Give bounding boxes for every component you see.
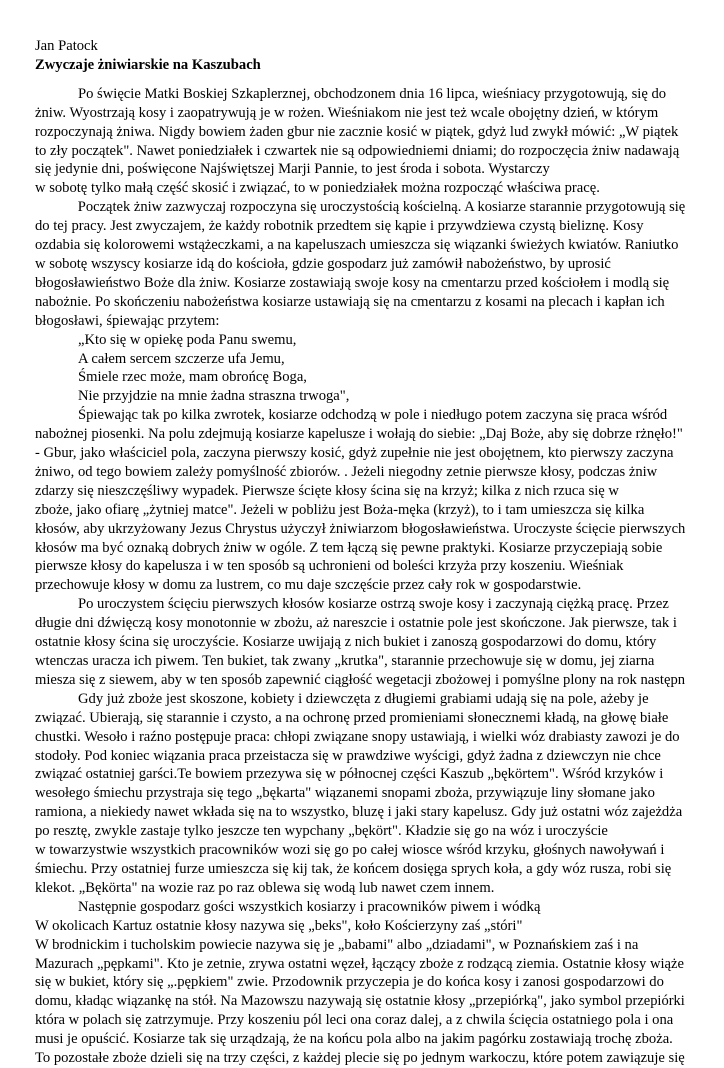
text-line: kłosów, aby ukrzyżowany Jezus Chrystus użyczył żniwiarzom błogosławieństwa. Uroczyste ścięcie pierwszych — [35, 520, 686, 537]
text-line: Następnie gospodarz gości wszystkich kosiarzy i pracowników piwem i wódką — [78, 898, 541, 915]
text-line: - Gbur, jako właściciel pola, zaczyna pierwszy kosić, gdyż zupełnie nie jest obojętnem, kto pierwszy zaczyna — [35, 445, 674, 462]
text-line: Początek żniw zazwyczaj rozpoczyna się uroczystością kościelną. A kosiarze starannie przygotowują się — [77, 199, 686, 216]
paragraph — [35, 595, 685, 690]
text-line: ramiona, a niekiedy nawet wkłada się na to wszystko, bluzę i jaki stary kapelusz. Gdy już ostatni wóz zajeżdża — [35, 804, 683, 821]
text-line: ozdabia się kolorowemi wstążeczkami, a na kapeluszach umieszcza się wiązanki świeżych kwiatów. Raniutko — [35, 237, 679, 254]
text-line: musi je opuścić. Kosiarze tak się urządzają, że na końcu pola albo na jakim pagórku zostawiają trochę zboża. — [35, 1031, 673, 1048]
text-line: nabożnej piosenki. Na polu zdejmują kosiarze kapelusze i wołają do siebie: „Daj Boże, aby się dobrze rżnęło!" — [35, 426, 683, 443]
text-line: związać. Ubierają, się starannie i czysto, a na ochronę przed promieniami słonecznemi kładą, na głowę białe — [35, 709, 669, 726]
text-line: się w bukiet, który się „.pępkiem" zwie. Przodownik przyczepia je do końca kosy i zanosi gospodarzowi do — [35, 974, 664, 991]
text-line: po resztę, zwykle zastaje tylko jeszcze ten wypchany „bękört". Kładzie się go na wóz i uroczyście — [35, 823, 608, 840]
paragraph-list — [35, 85, 685, 1068]
text-line: nabożnie. Po skończeniu nabożeństwa kosiarze ustawiają się na cmentarzu z kosami na plecach i kapłan ich — [35, 293, 665, 310]
text-line: długie dni dźwięczą kosy monotonnie w zbożu, aż nareszcie i ostatnie pole jest skończone. Jak pierwsze, tak i — [35, 615, 677, 632]
text-line: związać ostatniej garści.Te bowiem przezywa się w północnej części Kaszub „bękörtem". Wśród krzyków i — [35, 766, 664, 783]
paragraph — [35, 85, 685, 198]
text-line: to zły początek". Nawet poniedziałek i czwartek nie są odpowiedniemi dniami; do rozpoczęcia żniw nadawają — [35, 142, 680, 159]
text-line: chustki. Wesoło i raźno postępuje praca: chłopi związane snopy ustawiają, i wielki wóz drabiasty zawozi je do — [35, 728, 680, 745]
text-line: żniwo, od tego bowiem zależy pomyślność zbiorów. . Jeżeli niegodny zetnie pierwsze kłosy, podczas żniw — [35, 463, 658, 480]
verse-line: Nie przyjdzie na mnie żadna straszna trwoga", — [78, 388, 350, 405]
text-line: W brodnickim i tucholskim powiecie nazywa się je „babami" albo „dziadami", w Poznańskiem zaś i na — [35, 936, 639, 953]
text-line: domu, kładąc wiązankę na stół. Na Mazowszu nazywają się ostatnie kłosy „przepiórką", jako symbol przepiórki — [35, 993, 685, 1010]
verse-line: Śmiele rzec może, mam obrońcę Boga, — [78, 369, 307, 386]
text-line: W okolicach Kartuz ostatnie kłosy nazywa się „beks", koło Kościerzyny zaś „stóri" — [35, 917, 523, 934]
text-line: śmiechu. Przy ostatniej furze umieszcza się kij tak, że końcem dosięga sprych koła, a gdy wóz rusza, robi się — [35, 860, 672, 877]
text-line: To pozostałe zboże dzieli się na trzy części, z każdej plecie się po jednym warkoczu, które potem zawiązuje się — [35, 1050, 685, 1067]
text-line: klekot. „Bękörta" na wozie raz po raz oblewa się wodą lub nawet czem innem. — [35, 879, 495, 896]
document-body — [35, 37, 685, 1068]
paragraph — [35, 406, 685, 595]
paragraph — [35, 690, 685, 898]
verse-line: „Kto się w opiekę poda Panu swemu, — [78, 331, 297, 348]
author-name: Jan Patock — [35, 38, 98, 54]
text-line: żniw. Wyostrzają kosy i zaopatrywują je w rożen. Wieśniakom nie jest też wcale obojętny dzień, w którym — [35, 104, 659, 121]
text-line: błogosławieństwo Boże dla żniw. Kosiarze zostawiają swoje kosy na cmentarzu przed kościołem i modlą się — [35, 274, 670, 291]
verse-line: A całem sercem szczerze ufa Jemu, — [78, 350, 285, 367]
text-line: wtenczas uracza ich piwem. Ten bukiet, tak zwany „krutka", starannie przechowuje się w domu, jej ziarna — [35, 653, 655, 669]
text-line: przechowuje kłosy w domu za lustrem, co mu daje szczęście przez cały rok w gospodarstwie. — [35, 577, 582, 594]
verse-block — [35, 331, 685, 407]
text-line: która w polach się zatrzymuje. Przy koszeniu pól leci ona coraz dalej, a z chwila ścięcia ostatniego pola i ona — [35, 1012, 674, 1029]
text-line: zdarzy się nieszczęśliwy wypadek. Pierwsze ścięte kłosy ścina się na krzyż; kilka z nich rzuca się w — [35, 482, 619, 499]
paragraph — [35, 898, 685, 917]
document-title: Zwyczaje żniwiarskie na Kaszubach — [35, 56, 261, 73]
text-line: Mazurach „pępkami". Kto je zetnie, zrywa ostatni węzeł, łączący zboże z rodzącą ziemia. Ostatnie kłosy wiąże — [35, 955, 684, 972]
text-line: do tej pracy. Jest zwyczajem, że każdy robotnik przedtem się kąpie i przywdziewa czystą bieliznę. Kosy — [35, 218, 644, 235]
text-line: w towarzystwie wszystkich pracowników wozi się go po całej wiosce wśród krzyku, głośnych nawoływań i — [35, 842, 665, 859]
text-line: wesołego śmiechu przystraja się tego „bękarta" wiązanemi snopami zboża, przywiązuje liny słomane jako — [35, 785, 655, 802]
text-line: pierwsze kłosy do kapelusza i w ten sposób są uchronieni od boleści krzyża przy koszeniu. Wieśniak — [35, 558, 624, 575]
text-line: się jedynie dni, poświęcone Najświętszej Marji Pannie, to jest środa i sobota. Wystarczy — [35, 161, 550, 178]
paragraph — [35, 917, 685, 1068]
text-line: ostatnie kłosy ścina się uroczyście. Kosiarze uwijają z nich bukiet i zanoszą gospodarzowi do domu, który — [35, 634, 657, 651]
text-line: Po święcie Matki Boskiej Szkaplerznej, obchodzonem dnia 16 lipca, wieśniacy przygotowują, się do — [78, 85, 667, 102]
text-line: błogosławi, śpiewając przytem: — [35, 312, 220, 329]
text-line: stodoły. Pod koniec wiązania praca przeistacza się w prawdziwe wyścigi, gdyż żadna z dziewczyn nie chce — [35, 747, 661, 764]
text-line: w sobotę wszyscy kosiarze idą do kościoła, gdzie gospodarz już zamówił nabożeństwo, by uprosić — [35, 255, 611, 272]
text-line: Gdy już zboże jest skoszone, kobiety i dziewczęta z długiemi grabiami udają się na pole, ażeby je — [78, 690, 649, 707]
text-line: miesza się z siewem, aby w ten sposób zapewnić ciągłość wegetacji zbożowej i pomyślne plony na rok następn — [35, 671, 686, 688]
paragraph — [35, 198, 685, 330]
text-line: zboże, jako ofiarę „żytniej matce". Jeżeli w pobliżu jest Boża-męka (krzyż), to i tam umieszcza się kilka — [35, 501, 645, 518]
text-line: w sobotę tylko małą część skosić i związać, to w poniedziałek można rozpocząć właściwa pracę. — [35, 180, 600, 197]
text-line: Śpiewając tak po kilka zwrotek, kosiarze odchodzą w pole i niedługo potem zaczyna się praca wśród — [78, 407, 668, 424]
text-line: Po uroczystem ścięciu pierwszych kłosów kosiarze ostrzą swoje kosy i zaczynają ciężką pracę. Przez — [78, 596, 669, 613]
text-line: kłosów ma być oznaką dobrych żniw w ogóle. Z tem łączą się pewne praktyki. Kosiarze przyczepiają sobie — [35, 539, 663, 556]
text-line: rozpoczynają żniwa. Nigdy bowiem żaden gbur nie zacznie kosić w piątek, gdyż lud zwykł mówić: „W piątek — [35, 123, 679, 140]
